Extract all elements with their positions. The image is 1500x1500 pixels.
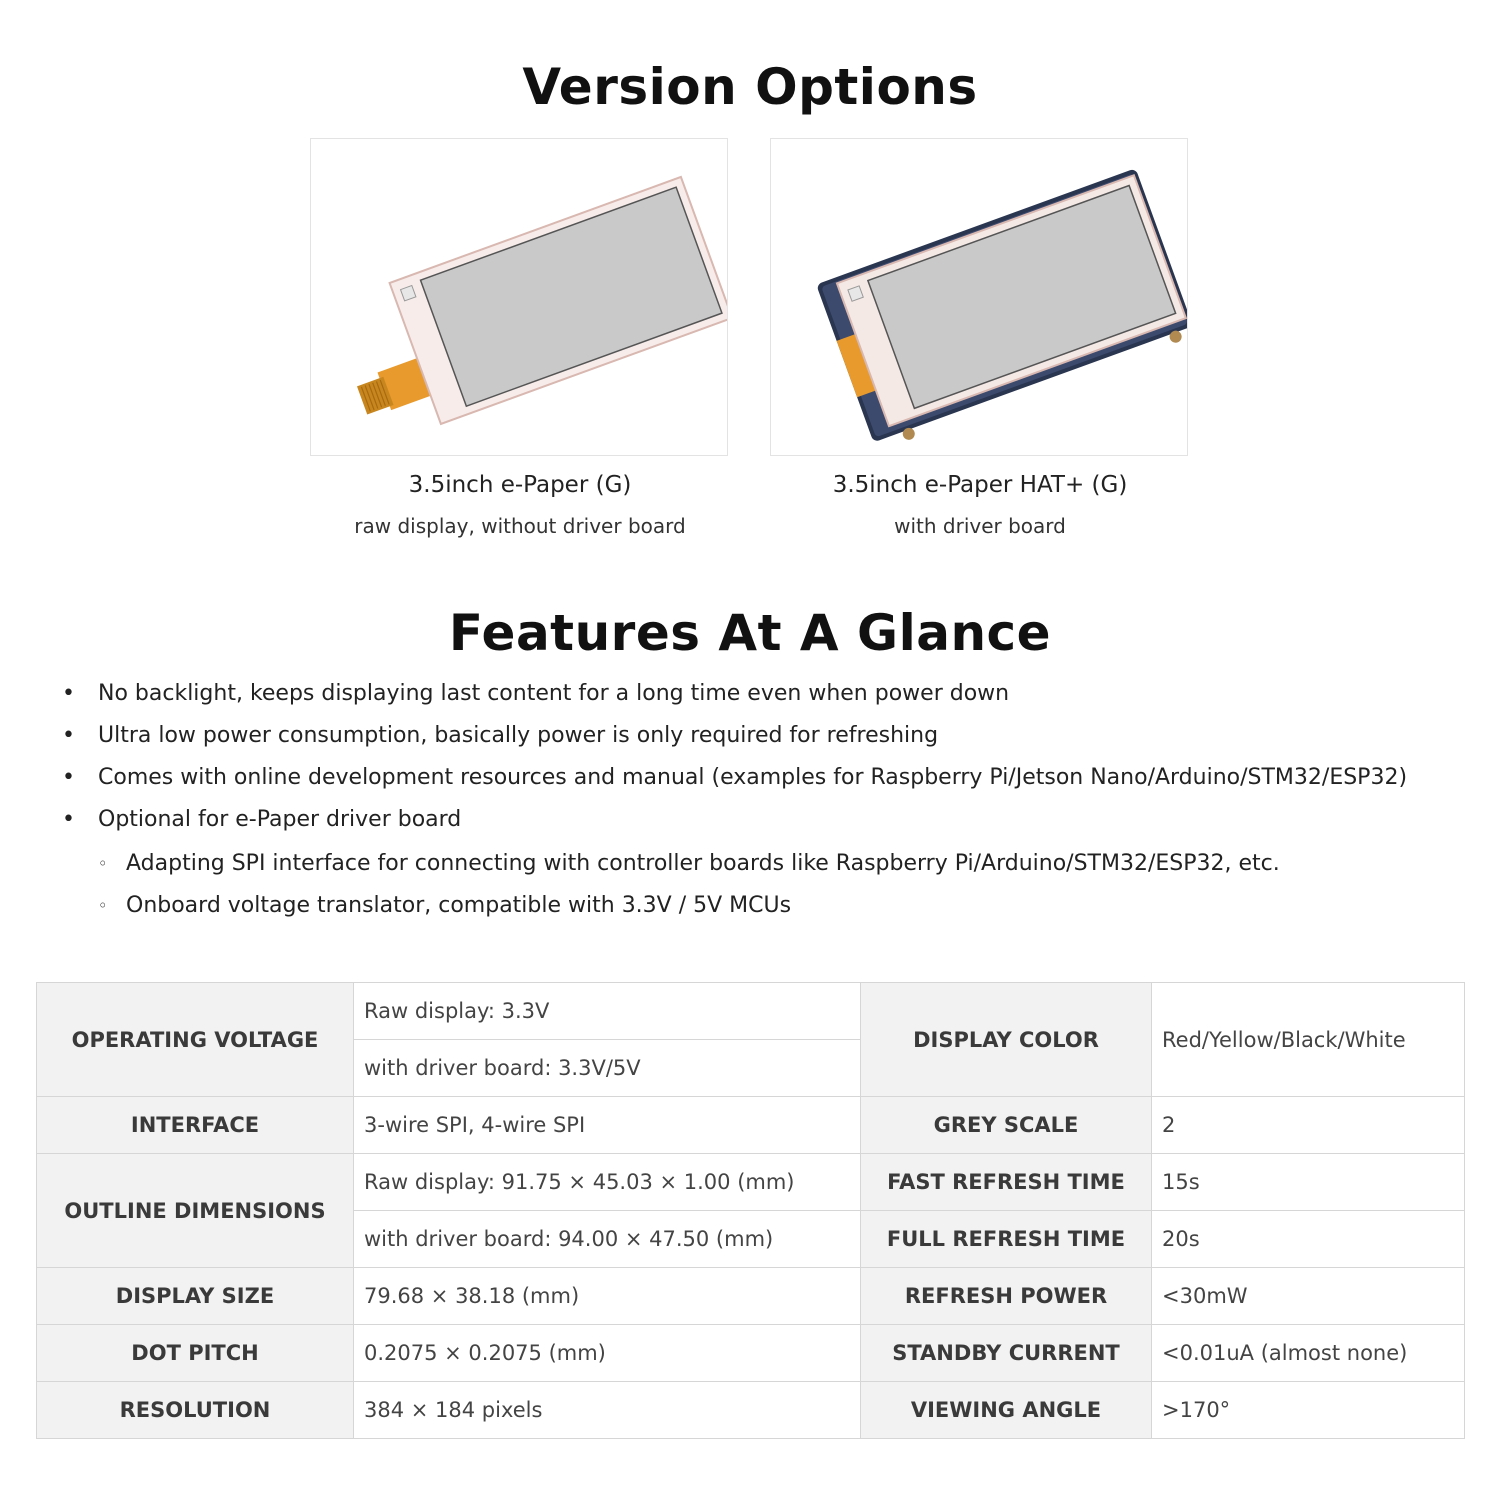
spec-value: with driver board: 94.00 × 47.50 (mm) xyxy=(354,1211,861,1268)
table-row xyxy=(37,1382,1465,1439)
features-title: Features At A Glance xyxy=(448,604,1052,662)
spec-label: INTERFACE xyxy=(37,1097,354,1154)
spec-label: OPERATING VOLTAGE xyxy=(37,983,354,1097)
version-options-title: Version Options xyxy=(522,58,978,116)
spec-label: GREY SCALE xyxy=(861,1097,1152,1154)
specs-table xyxy=(36,982,1465,1439)
feature-sublist xyxy=(98,846,1478,930)
sub-bullet-icon: ◦ xyxy=(98,896,108,915)
spec-value: <0.01uA (almost none) xyxy=(1152,1325,1465,1382)
option-1-name: 3.5inch e-Paper (G) xyxy=(408,472,632,498)
spec-value: 79.68 × 38.18 (mm) xyxy=(354,1268,861,1325)
spec-value: <30mW xyxy=(1152,1268,1465,1325)
spec-value: with driver board: 3.3V/5V xyxy=(354,1040,861,1097)
spec-label: OUTLINE DIMENSIONS xyxy=(37,1154,354,1268)
sub-bullet-icon: ◦ xyxy=(98,854,108,873)
spec-value: 3-wire SPI, 4-wire SPI xyxy=(354,1097,861,1154)
spec-label: FULL REFRESH TIME xyxy=(861,1211,1152,1268)
bullet-icon: • xyxy=(62,807,75,832)
feature-item: • Ultra low power consumption, basically power is only required for refreshing xyxy=(62,718,1482,760)
raw-display-image xyxy=(310,138,728,456)
spec-label: DISPLAY COLOR xyxy=(861,983,1152,1097)
table-row xyxy=(37,983,1465,1040)
spec-value: 15s xyxy=(1152,1154,1465,1211)
spec-label: DOT PITCH xyxy=(37,1325,354,1382)
spec-value: 2 xyxy=(1152,1097,1465,1154)
spec-label: RESOLUTION xyxy=(37,1382,354,1439)
spec-value: Red/Yellow/Black/White xyxy=(1152,983,1465,1097)
table-row xyxy=(37,1154,1465,1211)
feature-item: • Comes with online development resources and manual (examples for Raspberry Pi/Jetson Nano/Arduino/STM32/ESP32) xyxy=(62,760,1482,802)
option-1-description: raw display, without driver board xyxy=(354,514,686,538)
spec-value: 0.2075 × 0.2075 (mm) xyxy=(354,1325,861,1382)
spec-label: REFRESH POWER xyxy=(861,1268,1152,1325)
spec-value: 20s xyxy=(1152,1211,1465,1268)
table-row xyxy=(37,1325,1465,1382)
bullet-icon: • xyxy=(62,765,75,790)
feature-item: • Optional for e-Paper driver board xyxy=(62,802,1482,844)
hat-display-image xyxy=(770,138,1188,456)
spec-value: >170° xyxy=(1152,1382,1465,1439)
spec-value: Raw display: 3.3V xyxy=(354,983,861,1040)
option-2-description: with driver board xyxy=(894,514,1066,538)
spec-label: DISPLAY SIZE xyxy=(37,1268,354,1325)
bullet-icon: • xyxy=(62,723,75,748)
spec-label: VIEWING ANGLE xyxy=(861,1382,1152,1439)
feature-list xyxy=(62,676,1482,844)
spec-value: Raw display: 91.75 × 45.03 × 1.00 (mm) xyxy=(354,1154,861,1211)
option-2-name: 3.5inch e-Paper HAT+ (G) xyxy=(832,472,1128,498)
feature-subitem: ◦ Adapting SPI interface for connecting with controller boards like Raspberry Pi/Arduino/STM32/ESP32, etc. xyxy=(98,846,1478,888)
table-row xyxy=(37,1268,1465,1325)
bullet-icon: • xyxy=(62,681,75,706)
feature-subitem: ◦ Onboard voltage translator, compatible with 3.3V / 5V MCUs xyxy=(98,888,1478,930)
feature-item: • No backlight, keeps displaying last content for a long time even when power down xyxy=(62,676,1482,718)
spec-label: STANDBY CURRENT xyxy=(861,1325,1152,1382)
table-row xyxy=(37,1097,1465,1154)
spec-label: FAST REFRESH TIME xyxy=(861,1154,1152,1211)
spec-value: 384 × 184 pixels xyxy=(354,1382,861,1439)
